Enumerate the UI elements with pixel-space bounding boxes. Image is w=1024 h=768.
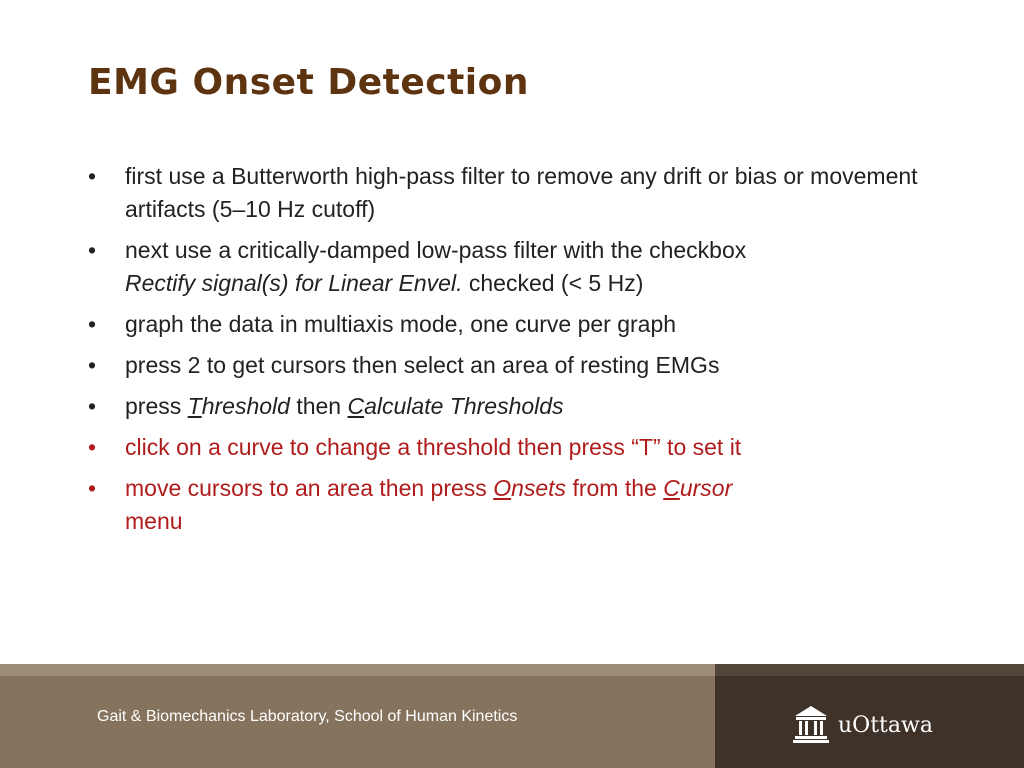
bullet-marker: • — [88, 434, 97, 460]
bullet-item — [88, 308, 938, 341]
threshold-menu-name — [188, 393, 290, 419]
bullet-text: press — [125, 393, 188, 419]
bullet-text-tail: menu — [125, 508, 183, 534]
uottawa-logo-text: uOttawa — [838, 713, 933, 738]
bullet-item — [88, 234, 938, 300]
bullet-marker: • — [88, 311, 97, 337]
bullet-item — [88, 349, 938, 382]
bullet-item — [88, 160, 938, 226]
menu-key-letter: C — [347, 393, 365, 419]
menu-key-letter: O — [493, 475, 512, 501]
bullet-item — [88, 390, 938, 423]
bullet-marker: • — [88, 237, 97, 263]
bullet-text: graph the data in multiaxis mode, one curve per graph — [125, 311, 677, 337]
footer-lab-name: Gait & Biomechanics Laboratory, School of Human Kinetics — [97, 708, 518, 725]
bullet-text: click on a curve to change a threshold then press “T” to set it — [125, 434, 742, 460]
bullet-text: from the — [566, 475, 664, 501]
onsets-command — [493, 475, 566, 501]
menu-key-letter: C — [663, 475, 680, 501]
menu-name-rest: ursor — [679, 475, 733, 501]
bullet-list — [88, 160, 938, 546]
calculate-thresholds-command — [347, 393, 563, 419]
bullet-text: first use a Butterworth high-pass filter to remove any drift or bias or movement artifacts (5–10 Hz cutoff) — [125, 163, 918, 222]
bullet-item-highlight — [88, 431, 938, 464]
bullet-marker: • — [88, 393, 97, 419]
menu-name-rest: hreshold — [201, 393, 290, 419]
menu-key-letter: T — [187, 393, 202, 419]
bullet-marker: • — [88, 352, 97, 378]
bullet-text: then — [289, 393, 348, 419]
bullet-text-tail: checked (< 5 Hz) — [462, 270, 644, 296]
slide-title: EMG Onset Detection — [88, 62, 529, 103]
bullet-text: next use a critically-damped low-pass filter with the checkbox — [125, 237, 747, 263]
bullet-marker: • — [88, 475, 97, 501]
bullet-marker: • — [88, 163, 97, 189]
bullet-text: move cursors to an area then press — [125, 475, 494, 501]
bullet-italic-text: Rectify signal(s) for Linear Envel. — [125, 270, 463, 296]
menu-name-rest: alculate Thresholds — [364, 393, 564, 419]
bullet-text: press 2 to get cursors then select an area of resting EMGs — [125, 352, 720, 378]
menu-name-rest: nsets — [511, 475, 567, 501]
cursor-menu-name — [663, 475, 732, 501]
bullet-item-highlight — [88, 472, 938, 538]
building-icon — [793, 704, 829, 744]
